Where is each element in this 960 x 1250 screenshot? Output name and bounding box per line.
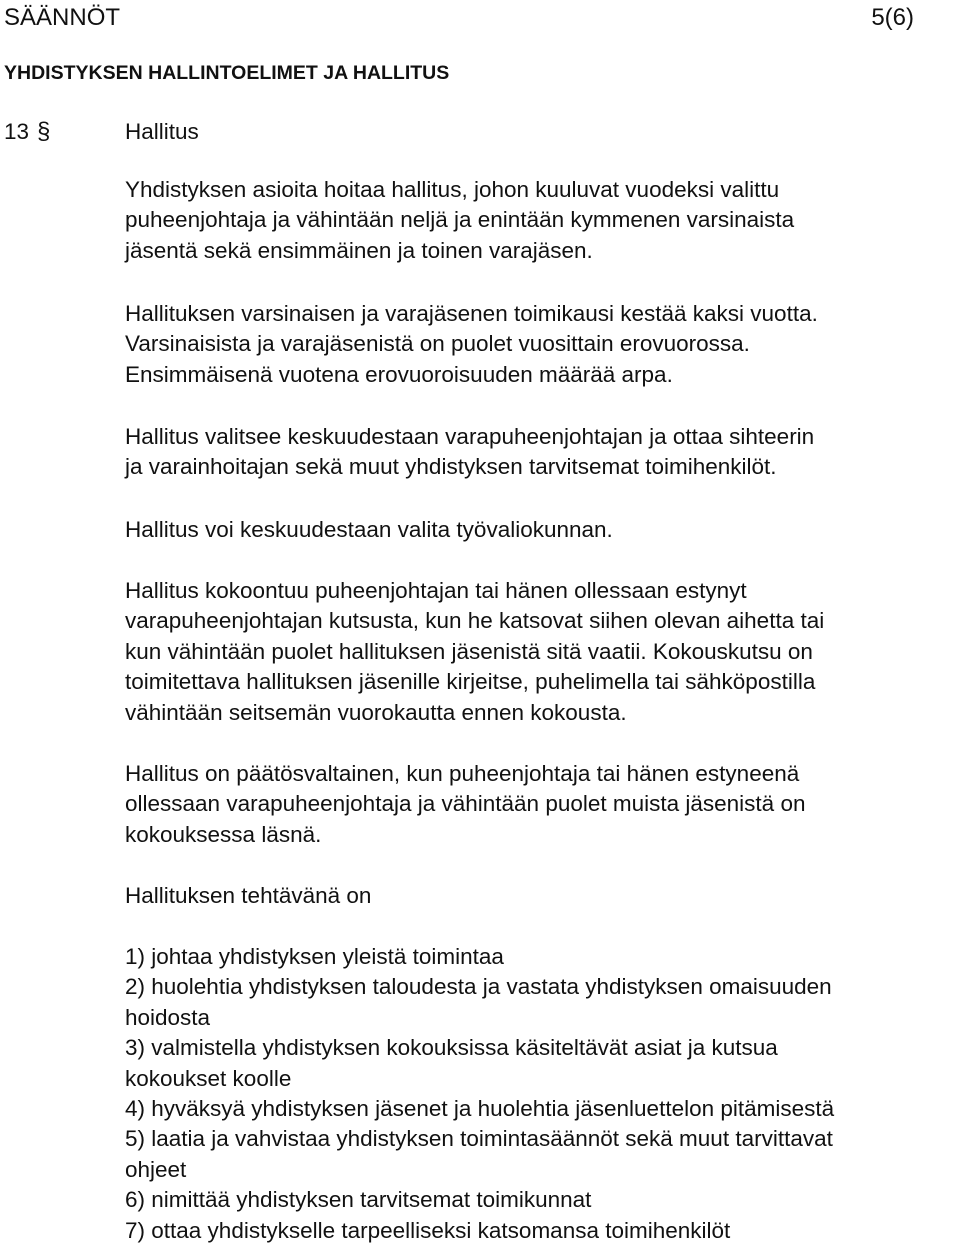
paragraph-working-committee [125,515,955,545]
list-item: hoidosta [125,1004,211,1030]
text-line: vähintään seitsemän vuorokautta ennen kokousta. [125,699,627,725]
text-line: toimitettava hallituksen jäsenille kirjeitse, puhelimella tai sähköpostilla [125,669,816,695]
text-line: Hallitus kokoontuu puheenjohtajan tai hänen ollessaan estynyt [125,578,747,603]
text-line: Varsinaisista ja varajäsenistä on puolet vuosittain erovuorossa. [125,331,750,357]
list-item: 2) huolehtia yhdistyksen taloudesta ja vastata yhdistyksen omaisuuden [125,974,832,1000]
text-line: jäsentä sekä ensimmäinen ja toinen varajäsen. [125,237,593,263]
list-item: kokoukset koolle [125,1065,292,1091]
paragraph-officers [125,422,955,483]
paragraph-number-value: 13 [4,119,30,144]
list-item: 6) nimittää yhdistyksen tarvitsemat toimikunnat [125,1187,592,1213]
paragraph-number [4,117,50,147]
text-line: kokouksessa läsnä. [125,821,322,847]
text-line: Hallituksen tehtävänä on [125,883,372,908]
page-number: 5(6) [871,4,914,31]
text-line: Hallitus voi keskuudestaan valita työvaliokunnan. [125,517,613,542]
section-heading: YHDISTYKSEN HALLINTOELIMET JA HALLITUS [4,62,450,84]
list-item: 3) valmistella yhdistyksen kokouksissa käsiteltävät asiat ja kutsua [125,1035,778,1061]
list-item: ohjeet [125,1156,187,1182]
paragraph-board-composition [125,175,955,266]
text-line: puheenjohtaja ja vähintään neljä ja enintään kymmenen varsinaista [125,207,795,233]
text-line: ja varainhoitajan sekä muut yhdistyksen tarvitsemat toimihenkilöt. [125,454,777,480]
text-line: Ensimmäisenä vuotena erovuoroisuuden määrää arpa. [125,361,673,387]
text-line: varapuheenjohtajan kutsusta, kun he katsovat siihen olevan aihetta tai [125,608,825,634]
text-line: ollessaan varapuheenjohtaja ja vähintään puolet muista jäsenistä on [125,791,806,817]
text-line: Hallituksen varsinaisen ja varajäsenen toimikausi kestää kaksi vuotta. [125,301,818,326]
paragraph-duties-intro [125,881,955,911]
list-item: 4) hyväksyä yhdistyksen jäsenet ja huolehtia jäsenluettelon pitämisestä [125,1096,835,1122]
document-title: SÄÄNNÖT [4,4,121,31]
paragraph-meetings [125,576,955,728]
list-item: 7) ottaa yhdistykselle tarpeelliseksi katsomansa toimihenkilöt [125,1217,731,1243]
section-sign-icon: § [37,118,51,145]
paragraph-term-of-office [125,299,955,390]
text-line: Hallitus valitsee keskuudestaan varapuheenjohtajan ja ottaa sihteerin [125,424,815,449]
list-item: 1) johtaa yhdistyksen yleistä toimintaa [125,944,504,969]
paragraph-title: Hallitus [125,119,199,144]
text-line: Hallitus on päätösvaltainen, kun puheenjohtaja tai hänen estyneenä [125,761,800,786]
text-line: kun vähintään puolet hallituksen jäsenistä sitä vaatii. Kokouskutsu on [125,638,813,664]
paragraph-quorum [125,759,955,850]
text-line: Yhdistyksen asioita hoitaa hallitus, johon kuuluvat vuodeksi valittu [125,177,780,202]
list-item: 5) laatia ja vahvistaa yhdistyksen toimintasäännöt sekä muut tarvittavat [125,1126,833,1152]
duties-list [125,942,955,1246]
